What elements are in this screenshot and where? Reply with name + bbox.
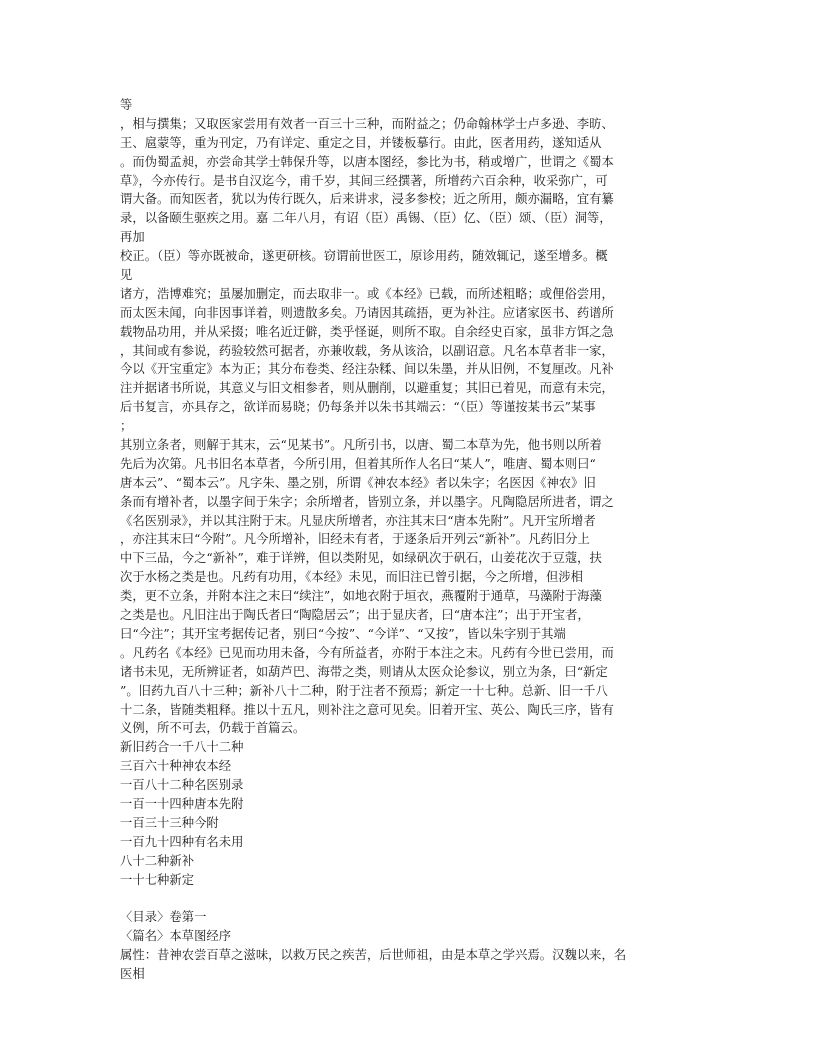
text-line: 而太医未闻，向非因事详着，则遗散多矣。乃请因其疏捂，更为补注。应诸家医书、药谱所: [120, 305, 614, 320]
text-line: 等: [120, 98, 133, 112]
text-line: 草》，今亦传行。是书自汉迄今，甫千岁，其间三经撰著，所增药六百余种，收采弥广，可: [120, 173, 608, 188]
text-line: 注并据诸书所说，其意义与旧文相参者，则从删削，以避重复；其旧已着见，而意有未完，: [120, 381, 614, 396]
text-line: 中下三品，今之“新补”，难于详辨，但以类附见，如绿矾次于矾石，山姜花次于豆蔻，扶: [120, 551, 602, 566]
text-line: 属性：昔神农尝百草之滋味，以救万民之疾苦，后世师祖，由是本草之学兴焉。汉魏以来，名: [120, 948, 627, 963]
text-line: ，其间或有参说，药验较然可据者，亦兼收载，务从该洽，以副诏意。凡名本草者非一家，: [120, 343, 614, 358]
text-line: 类，更不立条，并附本注之末曰“续注”，如地衣附于垣衣，燕覆附于通草，马藻附于海藻: [120, 589, 602, 604]
text-line: 一百一十四种唐本先附: [120, 796, 244, 811]
text-line: 诸书未见，无所辨证者，如葫芦巴、海带之类，则请从太医众论参议，别立为条，曰“新定: [120, 664, 608, 679]
text-line: 一百八十二种名医别录: [120, 778, 244, 793]
text-line: 谓大备。而知医者，犹以为传行既久，后来讲求，浸多参校；近之所用，颇亦漏略，宜有纂: [120, 192, 614, 207]
text-line: 载物品功用，并从采掇；唯名近迂僻，类乎怪诞，则所不取。自余经史百家，虽非方饵之急: [120, 324, 614, 339]
text-line: 〈篇名〉本草图经序: [120, 929, 232, 944]
text-line: 录，以备颐生驱疾之用。嘉 二年八月，有诏（臣）禹锡、（臣）亿、（臣）颂、（臣）洞等，: [120, 211, 612, 226]
text-line: 《名医别录》，并以其注附于末。凡显庆所增者，亦注其末曰“唐本先附”。凡开宝所增者: [120, 513, 596, 528]
text-line: 诸方，浩博难究；虽屡加删定，而去取非一。或《本经》已载，而所述粗略；或俚俗尝用，: [120, 286, 614, 301]
text-line: 曰“今注”；其开宝考据传记者，别曰“今按”、“今详”、“又按”，皆以朱字别于其端: [120, 626, 566, 641]
text-line: 一十七种新定: [120, 872, 195, 887]
text-line: 之类是也。凡旧注出于陶氏者曰“陶隐居云”；出于显庆者，曰“唐本注”；出于开宝者，: [120, 608, 590, 623]
text-line: 义例，所不可去，仍载于首篇云。: [120, 721, 306, 736]
text-line: 一百九十四种有名未用: [120, 834, 244, 849]
text-line: 次于水杨之类是也。凡药有功用，《本经》未见，而旧注已曾引据，今之所增，但涉相: [120, 570, 584, 585]
text-line: 十二条，皆随类粗释。推以十五凡，则补注之意可见矣。旧着开宝、英公、陶氏三序，皆有: [120, 702, 614, 717]
text-line: 唐本云”、“蜀本云”。凡字朱、墨之别，所谓《神农本经》者以朱字；名医因《神农》旧: [120, 475, 596, 490]
text-line: 。而伪蜀孟昶，亦尝命其学士韩保升等，以唐本图经，参比为书，稍或增广，世谓之《蜀本: [120, 154, 614, 169]
text-line: 其别立条者，则解于其末，云“见某书”。凡所引书，以唐、蜀二本草为先，他书则以所着: [120, 438, 602, 453]
text-line: 三百六十种神农本经: [120, 759, 232, 774]
text-line: 八十二种新补: [120, 853, 195, 868]
text-line: 新旧药合一千八十二种: [120, 740, 244, 755]
text-line: 再加: [120, 230, 145, 245]
text-line: ，亦注其末曰“今附”。凡今所增补，旧经未有者，于逐条后开列云“新补”。凡药旧分上: [120, 532, 590, 547]
text-line: 条而有增补者，以墨字间于朱字；余所增者，皆别立条，并以墨字。凡陶隐居所进者，谓之: [120, 494, 614, 509]
text-line: 今以《开宝重定》本为正；其分布卷类、经注杂糅、间以朱墨，并从旧例，不复厘改。凡补: [120, 362, 614, 377]
text-line: 王、扈蒙等，重为刊定，乃有详定、重定之目，并镂板摹行。由此，医者用药，遂知适从: [120, 135, 602, 150]
text-line: 一百三十三种今附: [120, 815, 219, 830]
text-line: 。凡药名《本经》已见而功用未备，今有所益者，亦附于本注之末。凡药有今世已尝用，而: [120, 645, 614, 660]
text-line: ”。旧药九百八十三种；新补八十二种，附于注者不预焉；新定一十七种。总新、旧一千八: [120, 683, 608, 698]
blank-line: [120, 889, 694, 908]
text-line: 见: [120, 268, 133, 283]
text-line: ，相与撰集；又取医家尝用有效者一百三十三种，而附益之；仍命翰林学士卢多逊、李昉、: [120, 116, 614, 131]
text-line: 校正。（臣）等亦既被命，遂更研核。窃谓前世医工，原诊用药，随效辄记，遂至增多。概: [120, 249, 608, 264]
text-line: 先后为次第。凡书旧名本草者，今所引用，但着其所作人名曰“某人”，唯唐、蜀本则曰“: [120, 456, 596, 471]
text-line: ；: [120, 419, 133, 434]
text-line: 〈目录〉卷第一: [120, 910, 207, 925]
text-line: 医相: [120, 966, 145, 981]
document-body: [120, 96, 694, 984]
text-line: 后书复言，亦具存之，欲详而易晓；仍每条并以朱书其端云：“（臣）等谨按某书云”某事: [120, 400, 596, 415]
